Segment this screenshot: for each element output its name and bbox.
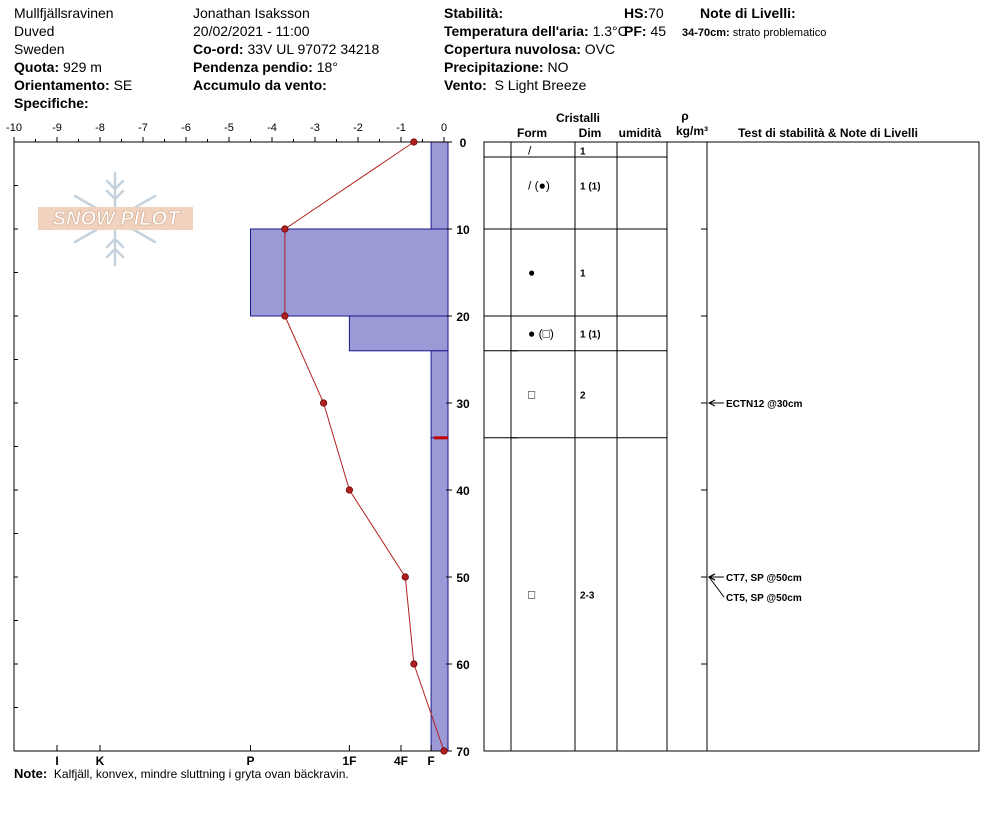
table-frame — [484, 142, 979, 751]
layer-notes-label: Note di Livelli: — [700, 5, 796, 21]
header-density-unit: kg/m³ — [675, 124, 709, 138]
note-line — [14, 766, 349, 781]
crystal-dim-5: 2-3 — [580, 590, 595, 602]
header-dim: Dim — [578, 126, 602, 140]
temp-tick-label-7: -3 — [310, 122, 320, 134]
hardness-label-1: K — [95, 754, 105, 768]
hardness-layer-2 — [349, 316, 448, 351]
precip-value: NO — [547, 59, 569, 75]
layer-note-text: strato problematico — [732, 27, 827, 39]
cloud-label: Copertura nuvolosa: — [444, 41, 581, 57]
hardness-label-0: I — [55, 754, 59, 768]
crystal-form-4: □ — [528, 387, 536, 402]
temperature-point-3 — [320, 400, 326, 406]
temp-tick-label-9: -1 — [396, 122, 406, 134]
crystal-dim-0: 1 — [580, 146, 586, 158]
temp-tick-label-8: -2 — [353, 122, 363, 134]
temp-tick-label-2: -8 — [95, 122, 105, 134]
hardness-label-3: 1F — [342, 754, 357, 768]
location-name: Mullfjällsravinen — [14, 5, 114, 21]
depth-tick-label-6: 60 — [456, 658, 470, 672]
wind-label: Vento: — [444, 77, 487, 93]
temp-tick-label-1: -9 — [52, 122, 62, 134]
orient-value: SE — [113, 77, 133, 93]
depth-tick-label-2: 20 — [456, 310, 470, 324]
depth-tick-label-7: 70 — [456, 745, 470, 759]
quota-value: 929 m — [63, 59, 102, 75]
temperature-point-4 — [346, 487, 352, 493]
specifiche-label: Specifiche: — [14, 95, 89, 111]
slope-value: 18° — [316, 59, 338, 75]
pf-value: 45 — [650, 23, 667, 39]
coord-value: 33V UL 97072 34218 — [247, 41, 380, 57]
crystal-dim-2: 1 — [580, 268, 586, 280]
temperature-point-0 — [411, 139, 417, 145]
country-name: Sweden — [14, 41, 65, 57]
hardness-layer-4 — [431, 438, 448, 751]
wind-value: S Light Breeze — [494, 77, 587, 93]
quota-label: Quota: — [14, 59, 60, 75]
slope-label: Pendenza pendio: — [193, 59, 313, 75]
depth-tick-label-0: 0 — [459, 136, 467, 150]
stability-label: Stabilità: — [444, 5, 504, 21]
temperature-point-5 — [402, 574, 408, 580]
observer-name: Jonathan Isaksson — [193, 5, 310, 21]
temp-tick-label-10: 0 — [440, 122, 448, 134]
crystal-form-5: □ — [528, 587, 536, 602]
note-label: Note: — [14, 766, 48, 781]
stability-test-label-1: CT7, SP @50cm — [726, 573, 802, 584]
hardness-label-2: P — [246, 754, 255, 768]
header-rho: ρ — [681, 109, 689, 123]
header-form: Form — [517, 126, 547, 140]
crystal-dim-1: 1 (1) — [580, 181, 601, 193]
region-name: Duved — [14, 23, 55, 39]
air-temp-label: Temperatura dell'aria: — [444, 23, 589, 39]
header-tests: Test di stabilità & Note di Livelli — [738, 126, 918, 140]
snowpilot-watermark — [38, 173, 193, 265]
temperature-point-7 — [441, 748, 447, 754]
temp-tick-label-3: -7 — [138, 122, 148, 134]
crystal-form-3: ● (□) — [528, 326, 554, 341]
depth-tick-label-3: 30 — [456, 397, 470, 411]
layer-note-range: 34-70cm: — [682, 27, 730, 39]
crystal-form-0: / — [528, 143, 532, 158]
header-cristalli: Cristalli — [555, 111, 601, 125]
hs-value: 70 — [648, 5, 664, 21]
coord-label: Co-ord: — [193, 41, 244, 57]
temp-tick-label-4: -6 — [181, 122, 191, 134]
cloud-value: OVC — [584, 41, 616, 57]
watermark-text: SNOW PILOT — [52, 208, 180, 230]
air-temp-value: 1.3°C — [592, 23, 628, 39]
hardness-label-4: 4F — [393, 754, 409, 768]
pf-label: PF: — [624, 23, 647, 39]
hardness-layer-1 — [251, 229, 449, 316]
temperature-point-6 — [411, 661, 417, 667]
precip-label: Precipitazione: — [444, 59, 544, 75]
temperature-point-2 — [282, 313, 288, 319]
header-umidita: umidità — [618, 126, 662, 140]
temp-tick-label-0: -10 — [6, 122, 22, 134]
stability-test-label-2: CT5, SP @50cm — [726, 593, 802, 604]
note-text: Kalfjäll, konvex, mindre sluttning i gryta ovan bäckravin. — [53, 767, 349, 781]
obs-datetime: 20/02/2021 - 11:00 — [193, 23, 310, 39]
hs-label: HS: — [624, 5, 649, 21]
crystal-form-1: / (●) — [528, 178, 550, 193]
wind-load-label: Accumulo da vento: — [193, 77, 327, 93]
hardness-layer-0 — [431, 142, 448, 229]
temperature-point-1 — [282, 226, 288, 232]
test-arrow-line-2 — [709, 577, 724, 597]
orient-label: Orientamento: — [14, 77, 110, 93]
temp-tick-label-6: -4 — [267, 122, 277, 134]
temp-tick-label-5: -5 — [224, 122, 234, 134]
crystal-dim-3: 1 (1) — [580, 329, 601, 341]
hardness-layer-3 — [431, 351, 448, 438]
depth-tick-label-4: 40 — [456, 484, 470, 498]
depth-tick-label-5: 50 — [456, 571, 470, 585]
depth-tick-label-1: 10 — [456, 223, 470, 237]
crystal-form-2: ● — [528, 265, 536, 280]
hardness-label-5: F — [427, 754, 435, 768]
stability-test-label-0: ECTN12 @30cm — [726, 399, 803, 410]
crystal-dim-4: 2 — [580, 390, 586, 402]
